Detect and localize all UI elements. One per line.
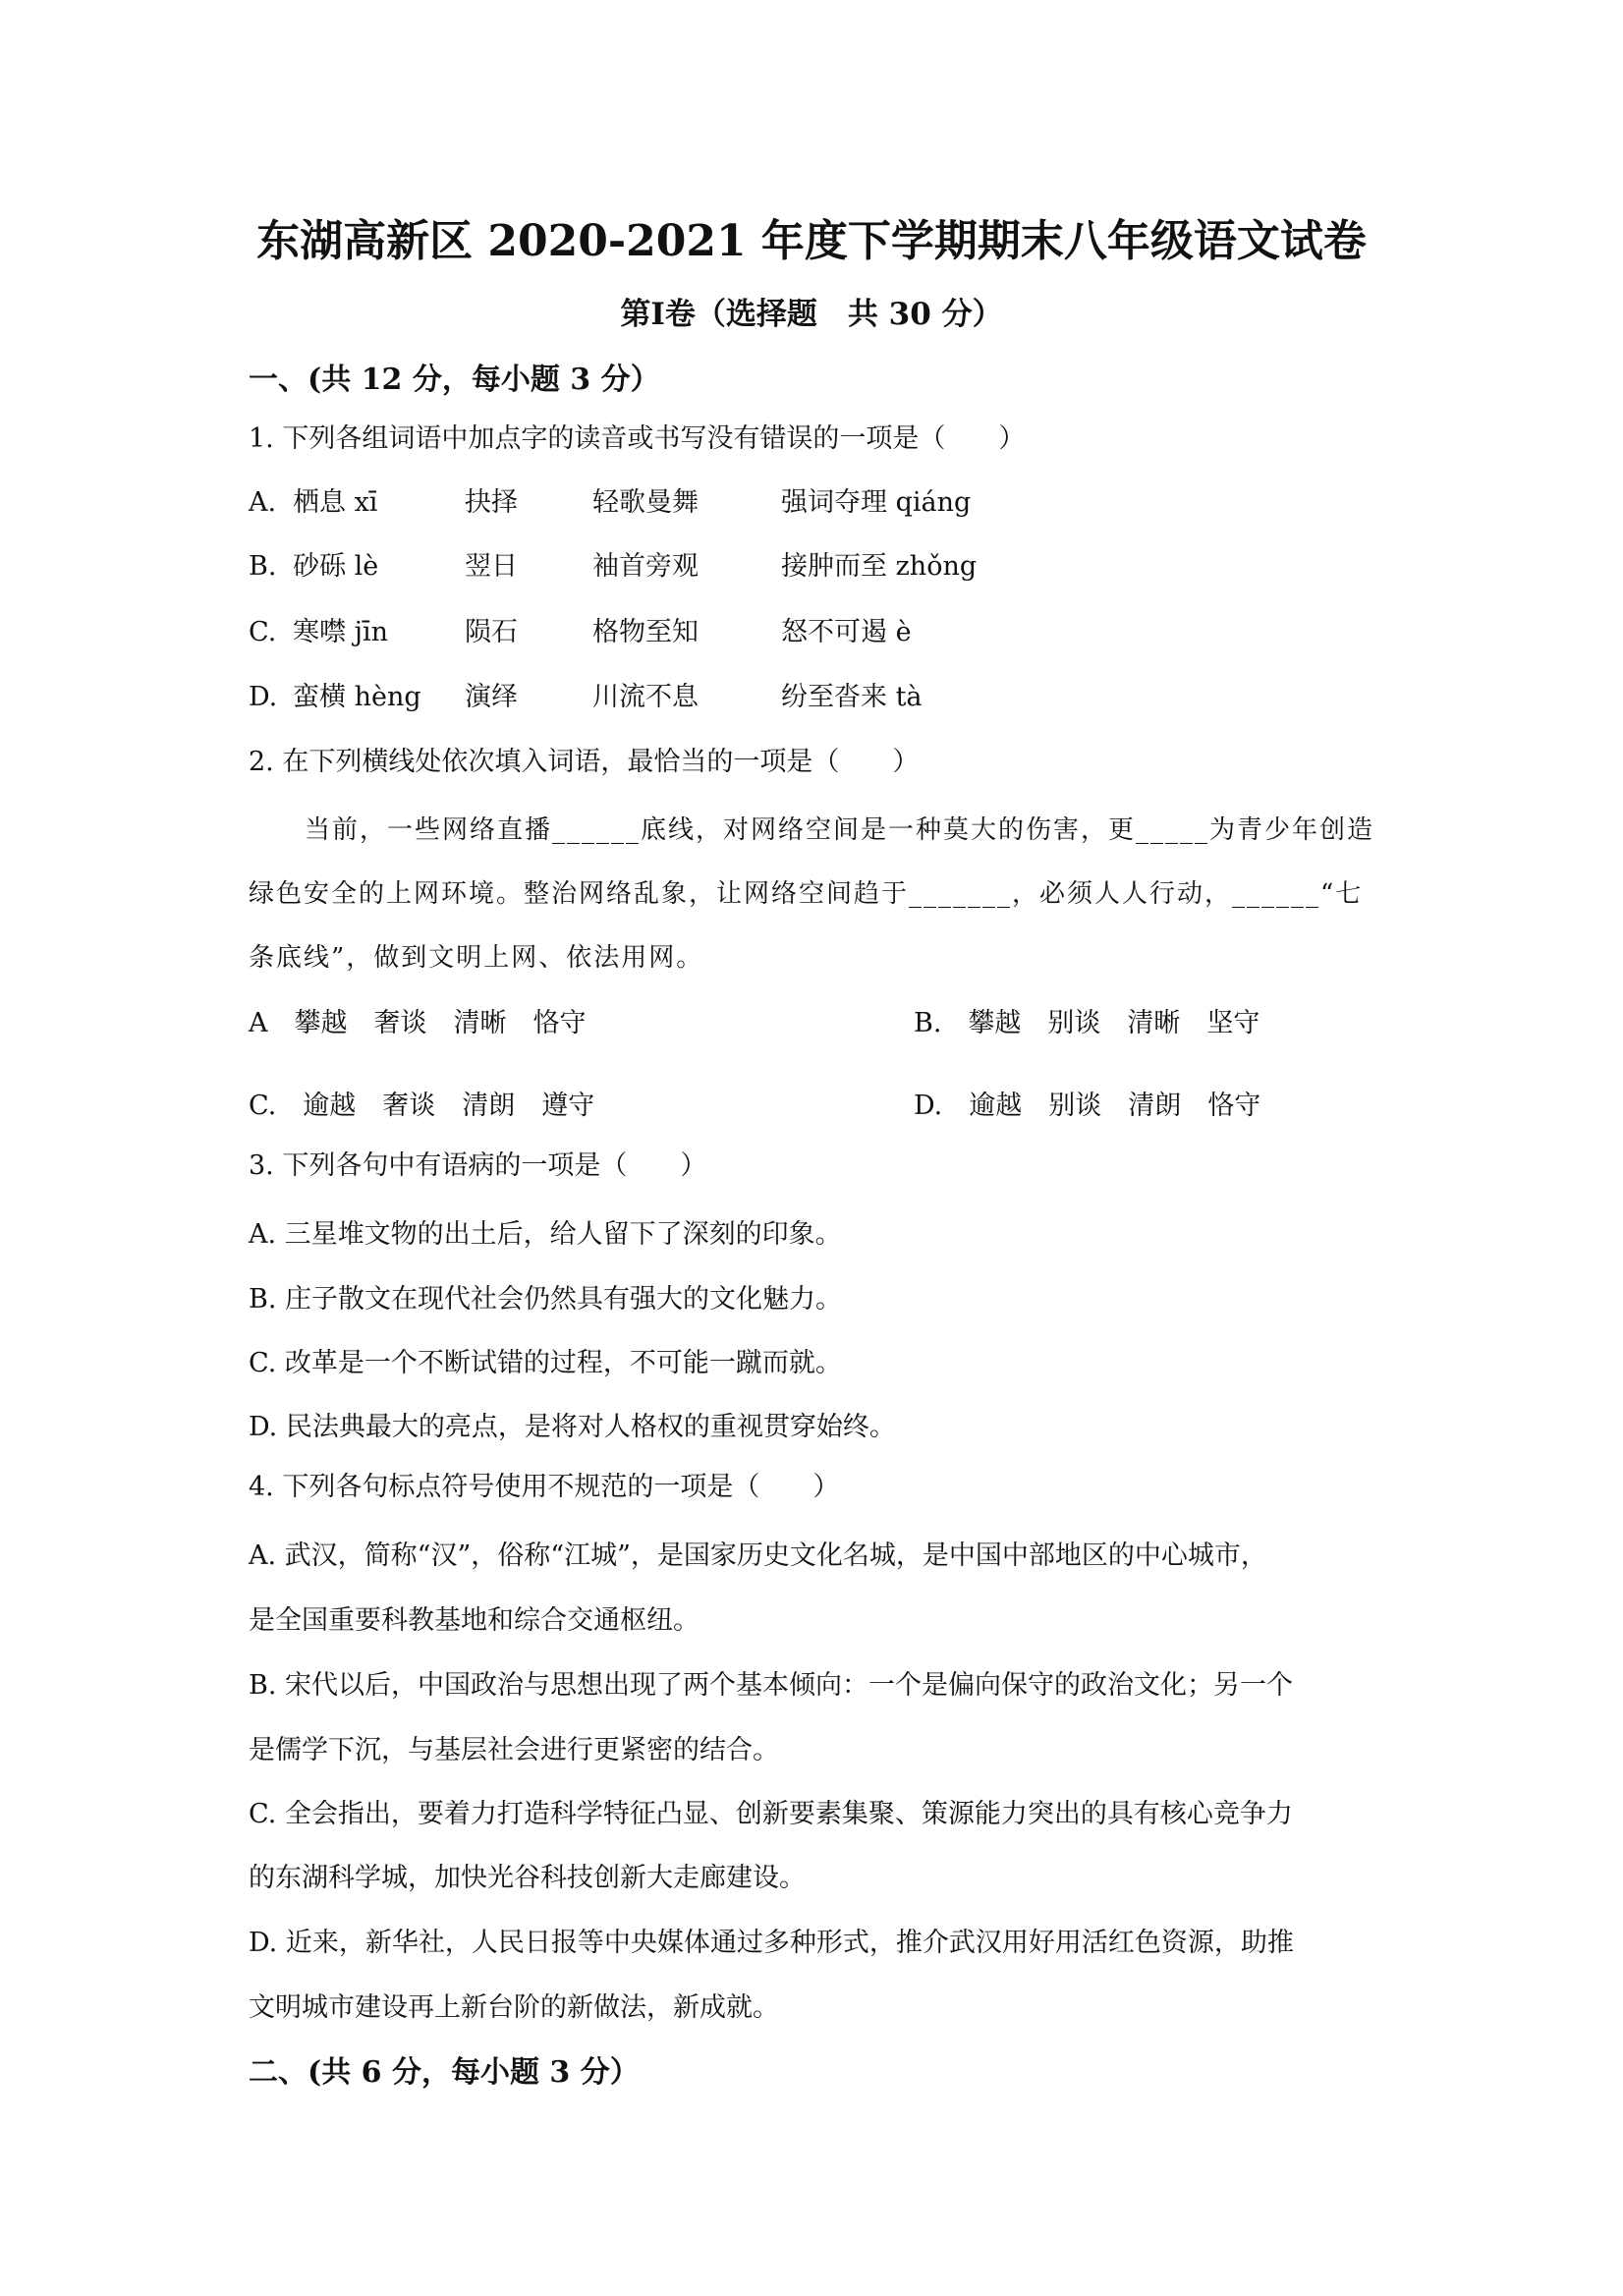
question-1-option-a [249, 489, 971, 516]
question-1-option-c [249, 619, 912, 645]
section-heading-1: 一、(共 12 分，每小题 3 分） [249, 363, 660, 397]
option-word: 演绎 [465, 682, 518, 712]
question-4-option-d: D. 近来，新华社，人民日报等中央媒体通过多种形式，推介武汉用好用活红色资源，助推 [249, 1928, 1294, 1958]
option-word: 陨石 [465, 617, 518, 647]
option-word: 川流不息 [592, 682, 699, 712]
question-1-option-b [249, 553, 977, 580]
option-word: 砂砾 lè [293, 551, 379, 582]
question-4-option-a: A. 武汉，简称“汉”，俗称“江城”，是国家历史文化名城，是中国中部地区的中心城市， [249, 1540, 1267, 1571]
question-2-stem: 2. 在下列横线处依次填入词语，最恰当的一项是（ ） [249, 747, 920, 777]
part-title: 第Ⅰ卷（选择题 共 30 分） [620, 297, 1003, 332]
question-4-option-c-cont: 的东湖科学城，加快光谷科技创新大走廊建设。 [249, 1863, 806, 1893]
question-2-passage-line: 条底线”，做到文明上网、依法用网。 [249, 943, 704, 973]
question-4-option-b-cont: 是儒学下沉，与基层社会进行更紧密的结合。 [249, 1735, 779, 1765]
option-label: D. [249, 682, 278, 712]
option-word: 轻歌曼舞 [592, 487, 699, 518]
option-label: B. [249, 551, 277, 582]
question-2-option-a: A 攀越 奢谈 清晰 恪守 [249, 1008, 587, 1038]
question-4-option-d-cont: 文明城市建设再上新台阶的新做法，新成就。 [249, 1992, 779, 2023]
question-3-stem: 3. 下列各句中有语病的一项是（ ） [249, 1150, 707, 1181]
option-word: 怒不可遏 è [781, 617, 912, 647]
option-word: 寒噤 jīn [293, 617, 388, 647]
question-2-option-c: C. 逾越 奢谈 清朗 遵守 [249, 1091, 595, 1121]
question-3-option-d: D. 民法典最大的亮点，是将对人格权的重视贯穿始终。 [249, 1412, 896, 1442]
question-3-option-c: C. 改革是一个不断试错的过程，不可能一蹴而就。 [249, 1348, 842, 1378]
option-word: 袖首旁观 [592, 551, 699, 582]
question-4-stem: 4. 下列各句标点符号使用不规范的一项是（ ） [249, 1472, 840, 1502]
option-word: 纷至沓来 tà [781, 682, 923, 712]
question-2-option-d: D. 逾越 别谈 清朗 恪守 [914, 1091, 1261, 1121]
option-word: 蛮横 hèng [293, 682, 421, 712]
option-word: 格物至知 [592, 617, 699, 647]
option-word: 栖息 xī [293, 487, 378, 518]
question-3-option-a: A. 三星堆文物的出土后，给人留下了深刻的印象。 [249, 1219, 842, 1250]
option-word: 翌日 [465, 551, 518, 582]
question-4-option-b: B. 宋代以后，中国政治与思想出现了两个基本倾向：一个是偏向保守的政治文化；另一个 [249, 1670, 1294, 1701]
exam-title: 东湖高新区 2020-2021 年度下学期期末八年级语文试卷 [256, 216, 1367, 266]
question-4-option-c: C. 全会指出，要着力打造科学特征凸显、创新要素集聚、策源能力突出的具有核心竞争力 [249, 1799, 1293, 1829]
option-label: A. [249, 487, 277, 518]
section-heading-2: 二、(共 6 分，每小题 3 分） [249, 2055, 640, 2090]
question-1-option-d [249, 684, 923, 710]
question-3-option-b: B. 庄子散文在现代社会仍然具有强大的文化魅力。 [249, 1284, 843, 1315]
option-label: C. [249, 617, 277, 647]
option-word: 抉择 [465, 487, 518, 518]
option-word: 强词夺理 qiáng [781, 487, 972, 518]
question-2-option-b: B. 攀越 别谈 清晰 坚守 [914, 1008, 1260, 1038]
question-2-passage-line: 绿色安全的上网环境。整治网络乱象，让网络空间趋于_______，必须人人行动，______“七 [249, 879, 1364, 909]
question-2-passage-line: 当前，一些网络直播______底线，对网络空间是一种莫大的伤害，更_____为青少年创造 [305, 815, 1375, 845]
question-1-stem: 1. 下列各组词语中加点字的读音或书写没有错误的一项是（ ） [249, 423, 1026, 454]
option-word: 接肿而至 zhǒng [781, 551, 978, 582]
question-4-option-a-cont: 是全国重要科教基地和综合交通枢纽。 [249, 1605, 700, 1636]
